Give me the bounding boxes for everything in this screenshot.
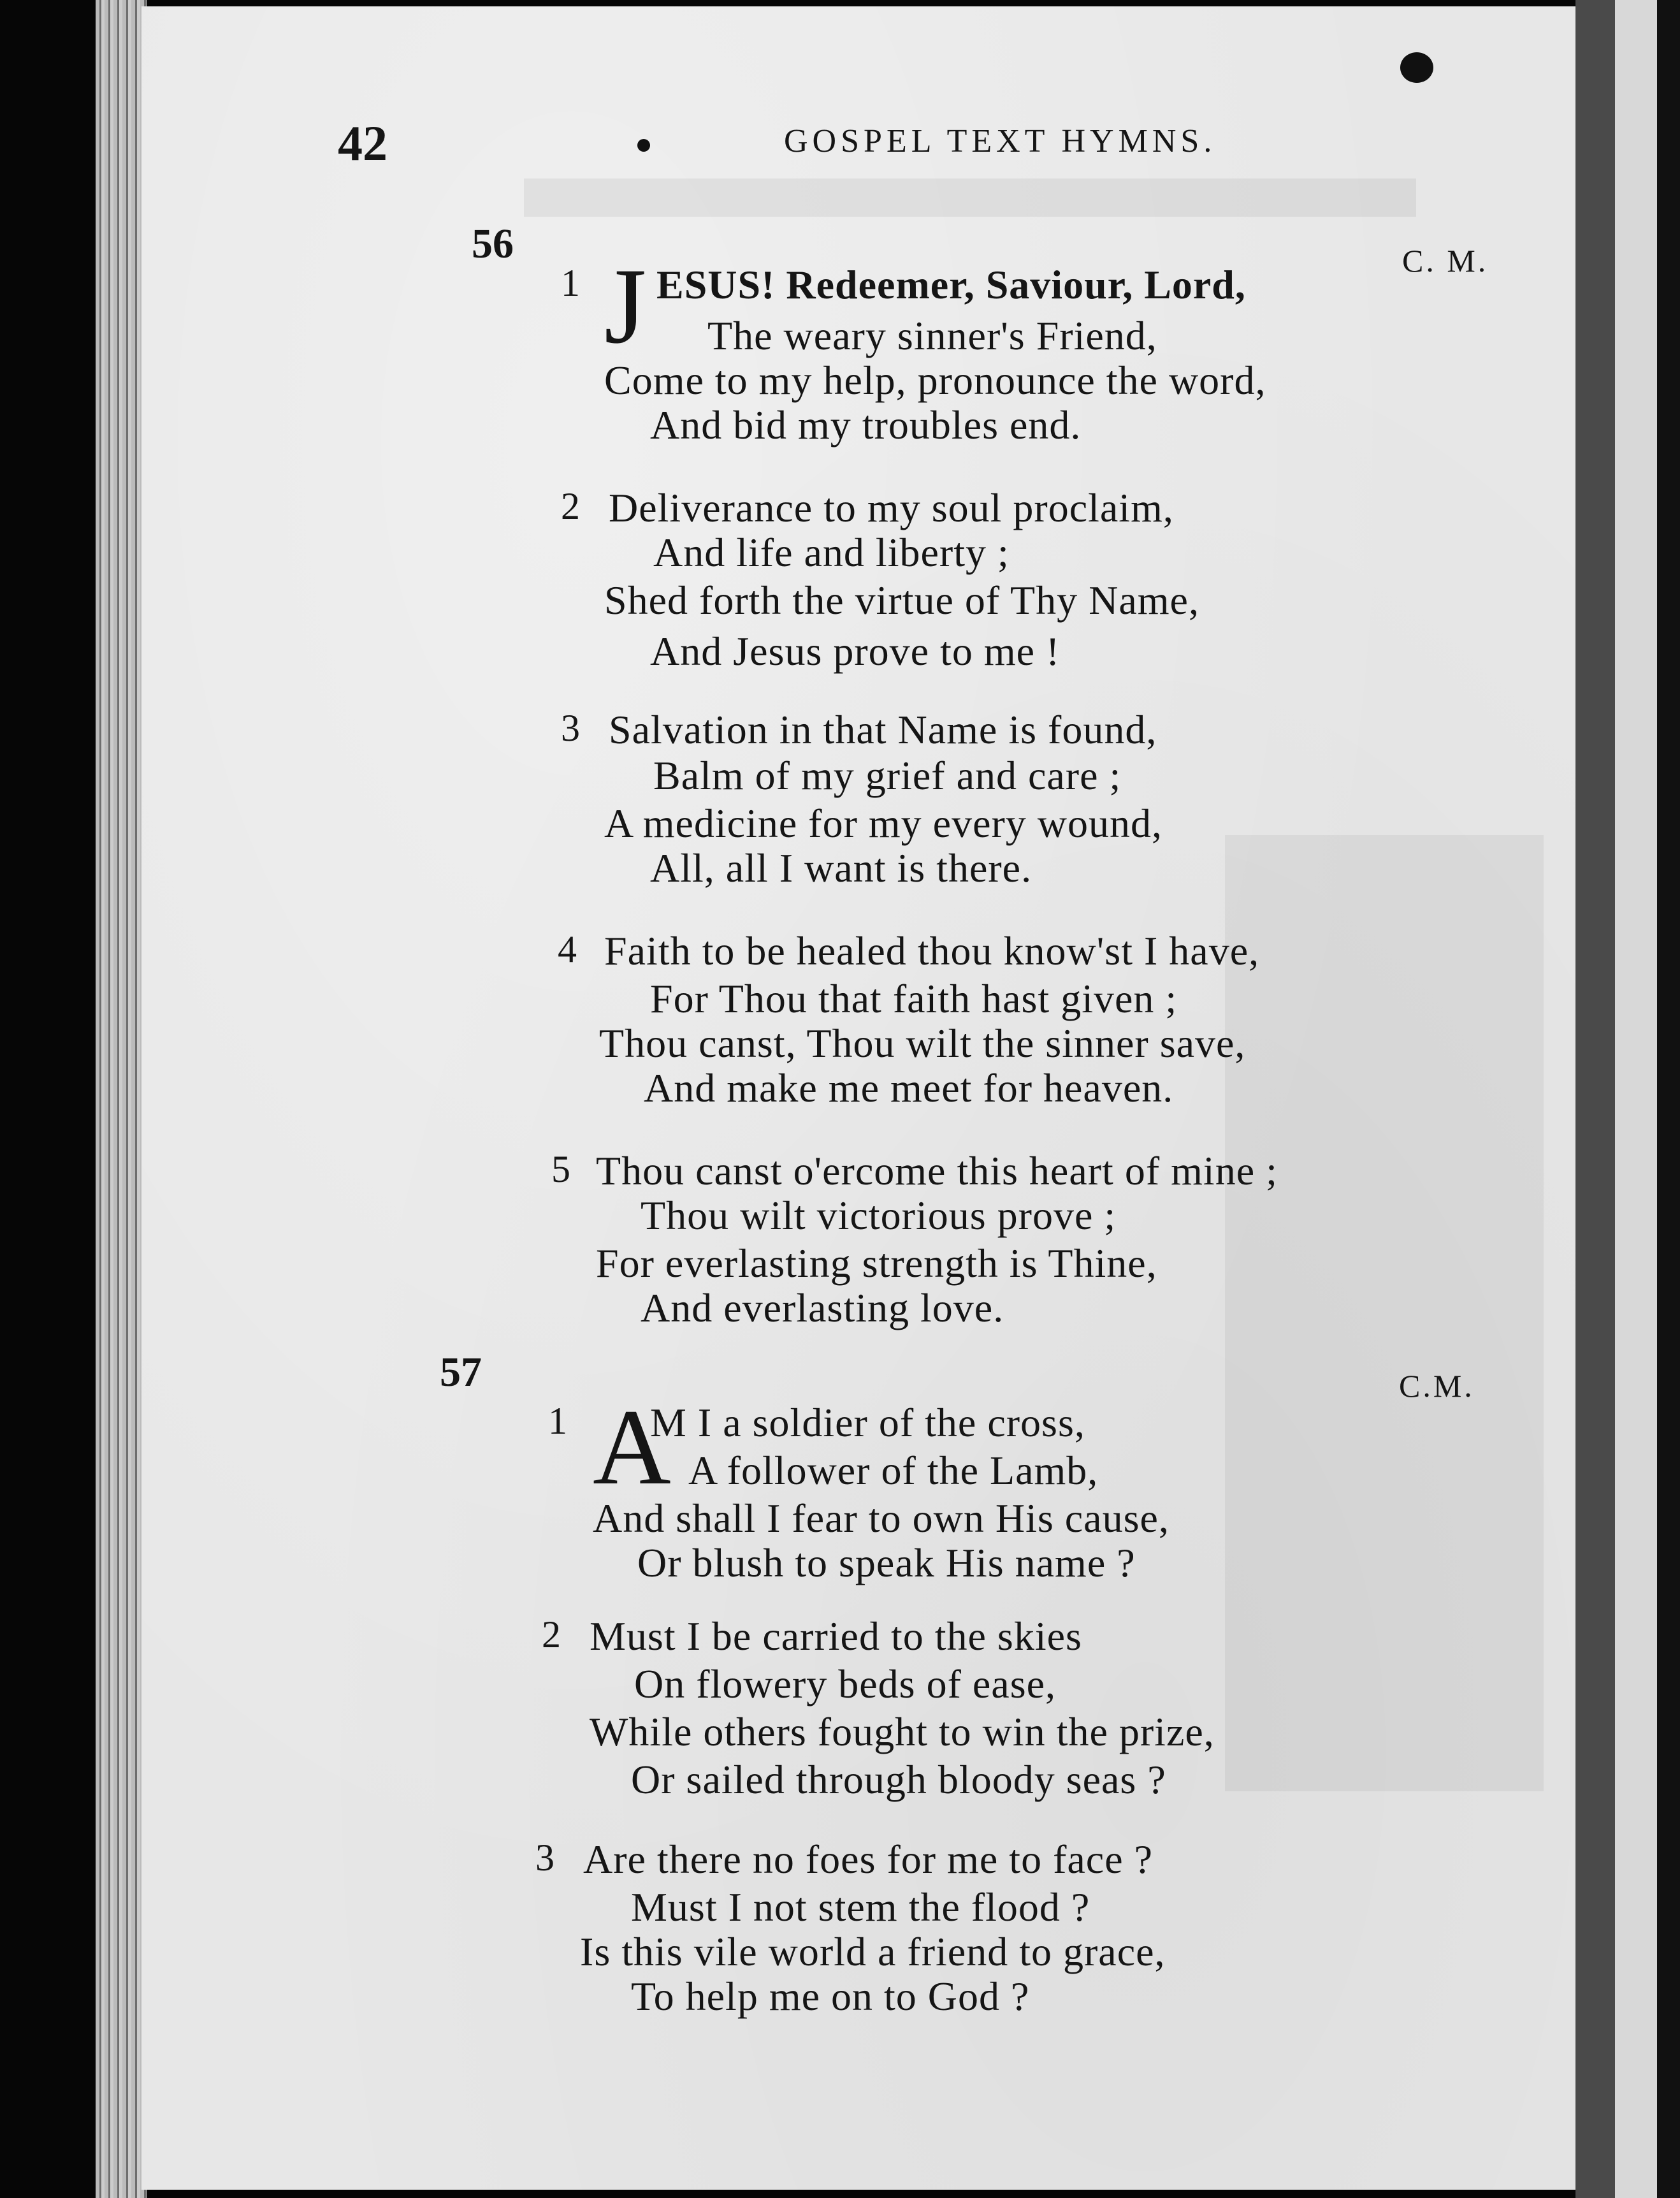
hymn-meter: C. M. [1402,243,1489,279]
hymn-meter: C.M. [1399,1368,1475,1404]
verse-line: While others fought to win the prize, [590,1709,1215,1754]
verse-line: Shed forth the virtue of Thy Name, [604,578,1199,623]
verse-number: 4 [558,928,577,970]
page-number: 42 [338,115,387,171]
verse-number: 1 [561,262,580,304]
scan-border-right [1657,0,1680,2198]
verse-line: Thou wilt victorious prove ; [641,1193,1117,1238]
running-head: GOSPEL TEXT HYMNS. [784,123,1217,159]
verse-line: Deliverance to my soul proclaim, [609,485,1174,530]
hymn-number: 57 [440,1349,482,1395]
verse-line: Balm of my grief and care ; [653,753,1122,798]
verse-line: For everlasting strength is Thine, [596,1241,1157,1286]
verse-line: A follower of the Lamb, [688,1448,1099,1493]
show-through-shadow [1225,835,1544,1791]
verse-line: For Thou that faith hast given ; [650,976,1178,1021]
drop-cap: J [604,246,647,366]
verse-line: Or blush to speak His name ? [637,1540,1136,1585]
verse-line: And life and liberty ; [653,530,1010,575]
verse-number: 5 [551,1148,570,1190]
verse-line: Must I not stem the flood ? [631,1884,1090,1930]
ink-blot [1400,52,1433,83]
verse-line: Thou canst o'ercome this heart of mine ; [596,1148,1278,1193]
verse-line: On flowery beds of ease, [634,1661,1056,1707]
verse-line: And bid my troubles end. [650,402,1082,448]
verse-number: 1 [548,1400,567,1442]
verse-number: 2 [561,485,580,527]
verse-line: And everlasting love. [641,1285,1004,1330]
binding-gutter [1575,0,1615,2198]
verse-line: And Jesus prove to me ! [650,629,1061,674]
page-edges [96,0,147,2198]
verse-line: Must I be carried to the skies [590,1613,1082,1659]
verse-line: Are there no foes for me to face ? [583,1837,1153,1882]
drop-cap: A [593,1387,671,1507]
verse-line: ESUS! Redeemer, Saviour, Lord, [656,262,1246,307]
verse-line: And make me meet for heaven. [644,1065,1174,1110]
verse-number: 3 [561,707,580,749]
verse-line: The weary sinner's Friend, [707,313,1157,358]
verse-number: 3 [535,1837,554,1879]
verse-line: M I a soldier of the cross, [650,1400,1085,1445]
verse-line: Salvation in that Name is found, [609,707,1157,752]
show-through-shadow [524,178,1416,217]
bullet-dot [637,139,650,152]
verse-line: To help me on to God ? [631,1974,1030,2019]
verse-line: Thou canst, Thou wilt the sinner save, [599,1021,1246,1066]
verse-line: All, all I want is there. [650,845,1032,891]
verse-line: A medicine for my every wound, [604,801,1162,846]
verse-line: Or sailed through bloody seas ? [631,1757,1166,1802]
verse-line: Is this vile world a friend to grace, [580,1929,1166,1974]
verse-line: Faith to be healed thou know'st I have, [604,928,1260,973]
verse-line: And shall I fear to own His cause, [593,1496,1169,1541]
hymn-number: 56 [472,221,514,267]
verse-line: Come to my help, pronounce the word, [604,358,1266,403]
verse-number: 2 [542,1613,561,1656]
